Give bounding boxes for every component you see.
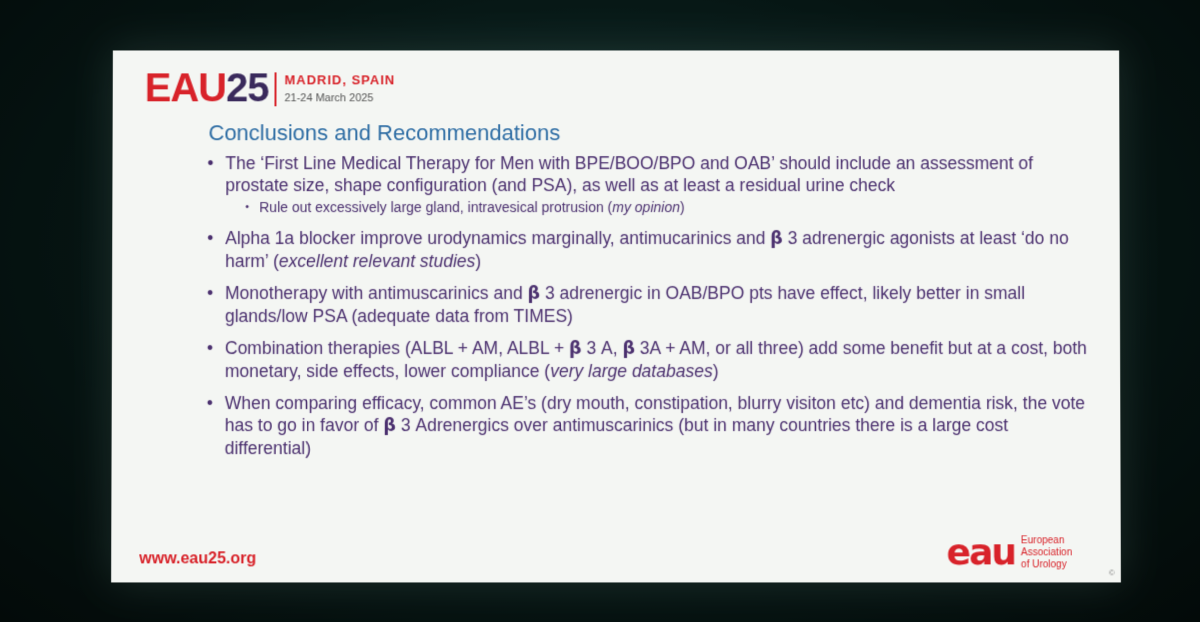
logo-dates: 21-24 March 2025: [284, 91, 374, 104]
eau25-logo: [145, 66, 396, 111]
bullet-4-emphasis: very large databases: [550, 361, 713, 382]
bullet-1-sub-end: ): [679, 199, 685, 216]
bullet-1: [207, 152, 1086, 217]
bullet-3-text-b: 3 adrenergic in OAB/BPO pts have effect, likely better in small glands/low PSA (adequate data from TIMES): [224, 283, 1026, 327]
slide-title: Conclusions and Recommendations: [208, 120, 561, 146]
bullet-4: [207, 337, 1087, 382]
beta-symbol: β: [622, 339, 635, 360]
logo-number: 25: [225, 66, 269, 111]
logo-city: MADRID, SPAIN: [284, 72, 396, 88]
bullet-5-text-a: When comparing efficacy, common AE’s (dry mouth, constipation, blurry visiton etc) and dementia risk, the vote has to go in favor of: [224, 393, 1086, 436]
bullet-2-emphasis: excellent relevant studies: [278, 251, 476, 272]
logo-eau-text: EAU: [144, 66, 227, 111]
bullet-5-text-b: 3 Adrenergics over antimuscarinics (but in many countries there is a large cost differential): [224, 415, 1009, 459]
org-line-3: of Urology: [1020, 558, 1067, 570]
bullet-4-end: ): [712, 361, 719, 382]
website-link: www.eau25.org: [139, 550, 257, 568]
beta-symbol: β: [383, 416, 396, 437]
bullet-list: [207, 152, 1088, 469]
org-line-1: European: [1020, 534, 1065, 546]
bullet-1-sub-text: Rule out excessively large gland, intravesical protrusion (: [259, 199, 613, 216]
bullet-4-text-c: 3A + AM, or all three) add some benefit but at a cost, both monetary, side effects, lower compliance (: [224, 338, 1087, 382]
bullet-2: [207, 227, 1087, 272]
bullet-2-end: ): [475, 251, 482, 272]
bullet-3-text-a: Monotherapy with antimuscarinics and: [225, 283, 528, 304]
eau-org-name: [1021, 535, 1072, 571]
presentation-slide: [111, 50, 1121, 582]
bullet-4-text-a: Combination therapies (ALBL + AM, ALBL +: [224, 338, 570, 359]
beta-symbol: β: [527, 284, 541, 305]
bullet-2-text-b: 3 adrenergic agonists at least ‘do no harm’ (: [225, 228, 1069, 272]
bullet-3: [207, 282, 1087, 327]
beta-symbol: β: [569, 339, 582, 360]
eau-organization-logo: [946, 532, 1072, 573]
bullet-4-text-b: 3 A,: [581, 338, 623, 359]
logo-divider: [274, 72, 276, 106]
bullet-2-text-a: Alpha 1a blocker improve urodynamics marginally, antimucarinics and: [225, 228, 771, 249]
bullet-1-sub: [245, 198, 1086, 217]
eau-glyph: eau: [946, 532, 1016, 574]
copyright-mark: ©: [1108, 568, 1115, 578]
bullet-1-sub-emphasis: my opinion: [612, 199, 680, 216]
beta-symbol: β: [770, 229, 783, 250]
bullet-1-text: The ‘First Line Medical Therapy for Men with BPE/BOO/BPO and OAB’ should include an assessment of prostate size, shape configuration (and PSA), as well as at least a residual urine check: [225, 153, 1033, 196]
org-line-2: Association: [1020, 546, 1073, 558]
bullet-5: [207, 392, 1088, 459]
logo-meta: [284, 73, 395, 104]
